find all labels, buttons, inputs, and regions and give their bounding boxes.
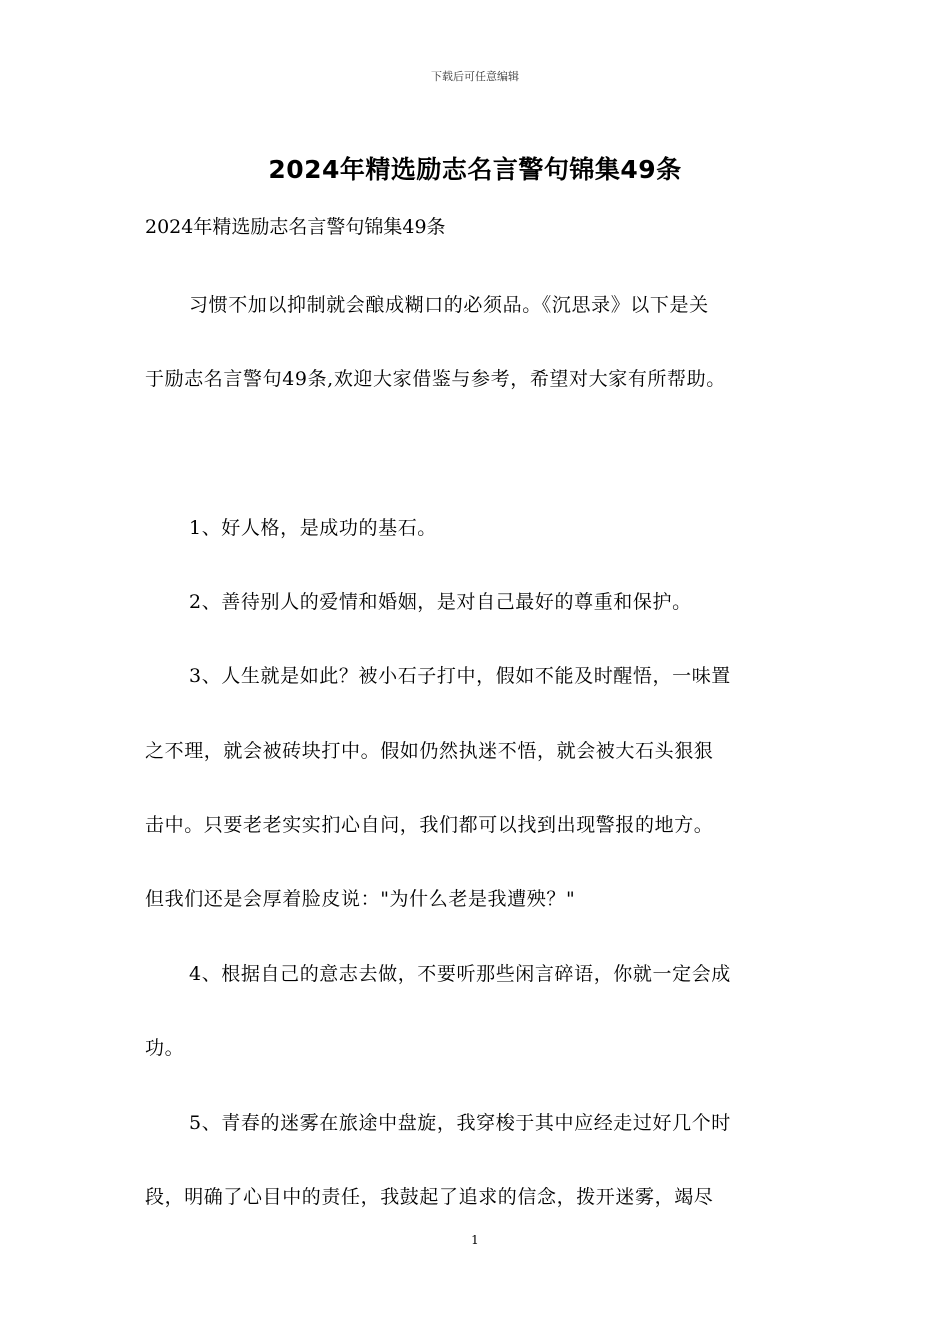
quote-line: 但我们还是会厚着脸皮说："为什么老是我遭殃？": [145, 888, 576, 910]
paragraph-line: 习惯不加以抑制就会酿成糊口的必须品。《沉思录》以下是关: [189, 294, 709, 316]
quote-line: 之不理，就会被砖块打中。假如仍然执迷不悟，就会被大石头狠狠: [145, 740, 714, 762]
paragraph-line: 于励志名言警句49条,欢迎大家借鉴与参考，希望对大家有所帮助。: [145, 368, 726, 390]
quote-line: 1、好人格，是成功的基石。: [189, 517, 437, 539]
quote-line: 功。: [145, 1037, 185, 1059]
quote-line: 4、根据自己的意志去做，不要听那些闲言碎语，你就一定会成: [189, 963, 731, 985]
quote-line: 3、人生就是如此？被小石子打中，假如不能及时醒悟，一味置: [189, 665, 731, 687]
document-subtitle: 2024年精选励志名言警句锦集49条: [145, 216, 446, 238]
quote-line: 段，明确了心目中的责任，我鼓起了追求的信念，拨开迷雾，竭尽: [145, 1186, 714, 1208]
quote-line: 击中。只要老老实实扪心自问，我们都可以找到出现警报的地方。: [145, 814, 714, 836]
document-title: 2024年精选励志名言警句锦集49条: [268, 155, 682, 184]
quote-line: 2、善待别人的爱情和婚姻，是对自己最好的尊重和保护。: [189, 591, 692, 613]
page-number: 1: [471, 1233, 479, 1247]
quote-line: 5、青春的迷雾在旅途中盘旋，我穿梭于其中应经走过好几个时: [189, 1112, 731, 1134]
header-note: 下载后可任意编辑: [431, 70, 519, 83]
